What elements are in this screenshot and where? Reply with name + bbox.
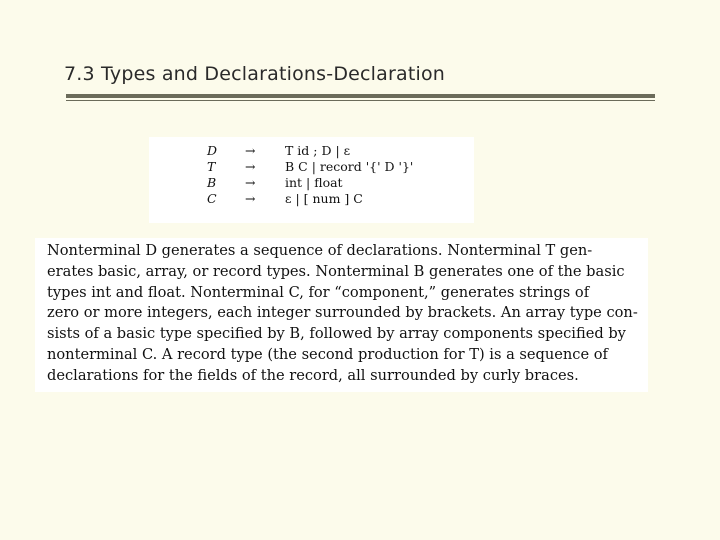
prose-excerpt	[35, 238, 648, 392]
production-arrow: →	[245, 175, 256, 190]
production-row	[207, 143, 419, 159]
production-rhs: B C | record '{' D '}'	[285, 159, 414, 174]
production-rhs: int | float	[285, 175, 343, 190]
grammar-productions	[207, 143, 419, 207]
production-lhs: T	[207, 159, 216, 174]
prose-line: sists of a basic type specified by B, followed by array components specified by	[47, 325, 626, 343]
production-lhs: C	[207, 191, 217, 206]
slide-title: 7.3 Types and Declarations-Declaration	[64, 63, 446, 85]
prose-line: zero or more integers, each integer surrounded by brackets. An array type con-	[47, 304, 638, 322]
production-arrow: →	[245, 143, 256, 158]
prose-paragraph	[47, 241, 643, 387]
production-lhs: D	[207, 143, 218, 158]
production-lhs: B	[207, 175, 217, 190]
prose-line: types int and float. Nonterminal C, for “component,” generates strings of	[47, 283, 590, 301]
prose-line: declarations for the fields of the record, all surrounded by curly braces.	[47, 366, 579, 384]
production-rhs: ε | [ num ] C	[285, 191, 363, 206]
grammar-figure	[149, 137, 474, 223]
prose-line: Nonterminal D generates a sequence of declarations. Nonterminal T gen-	[47, 242, 593, 259]
production-arrow: →	[245, 191, 256, 206]
production-row	[207, 175, 419, 191]
production-rhs: T id ; D | ε	[285, 143, 351, 158]
production-arrow: →	[245, 159, 256, 174]
production-row	[207, 191, 419, 207]
prose-line: nonterminal C. A record type (the second production for T) is a sequence of	[47, 345, 608, 363]
production-row	[207, 159, 419, 175]
prose-line: erates basic, array, or record types. Nonterminal B generates one of the basic	[47, 262, 625, 280]
title-rule-thin	[66, 100, 655, 101]
title-rule-thick	[66, 94, 655, 98]
